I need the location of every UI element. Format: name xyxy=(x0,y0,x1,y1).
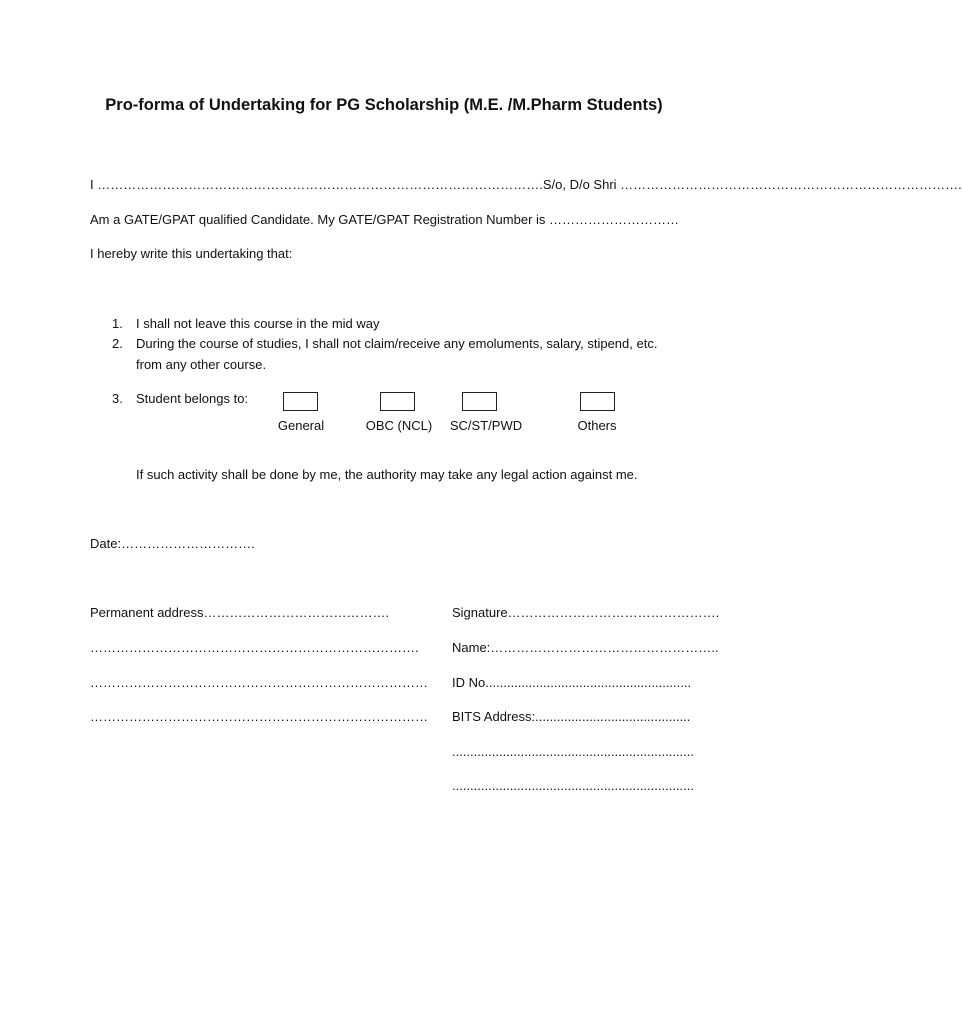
form-title: Pro-forma of Undertaking for PG Scholarship (M.E. /M.Pharm Students) xyxy=(105,96,663,114)
permanent-address-line-4: …………………………………………………………………… xyxy=(90,709,428,724)
sc-st-pwd-checkbox[interactable] xyxy=(462,392,497,411)
list-item-2-text-continued: from any other course. xyxy=(136,357,267,372)
list-item-2-text: During the course of studies, I shall not claim/receive any emoluments, salary, stipend, etc. xyxy=(136,336,658,351)
signature-field: Signature…………………………………………. xyxy=(452,605,720,620)
list-item-1-text: I shall not leave this course in the mid way xyxy=(136,316,380,331)
bits-address-line-3: ................................................................... xyxy=(452,778,694,793)
permanent-address-line-3: …………………………………………………………………… xyxy=(90,675,428,690)
general-label: General xyxy=(277,418,325,433)
list-item-2-number: 2. xyxy=(112,336,123,351)
obc-ncl-checkbox[interactable] xyxy=(380,392,415,411)
others-label: Others xyxy=(577,418,617,433)
gate-registration-line: Am a GATE/GPAT qualified Candidate. My GATE/GPAT Registration Number is ………………………… xyxy=(90,212,680,227)
sc-st-pwd-label: SC/ST/PWD xyxy=(449,418,523,433)
bits-address-line-2: ................................................................... xyxy=(452,744,694,759)
bits-address-field: BITS Address:........................................... xyxy=(452,709,691,724)
general-checkbox[interactable] xyxy=(283,392,318,411)
list-item-1-number: 1. xyxy=(112,316,123,331)
others-checkbox[interactable] xyxy=(580,392,615,411)
declaration-line: I ………………………………………………………………………………………….S/o, D/o Shri ……………………………………………………………………. xyxy=(90,177,962,192)
list-item-3-number: 3. xyxy=(112,391,123,406)
permanent-address-line-2: …………………………………………………………………. xyxy=(90,640,419,655)
list-item-3-text: Student belongs to: xyxy=(136,391,249,406)
permanent-address-line-1: Permanent address……………………………………. xyxy=(90,605,390,620)
obc-ncl-label: OBC (NCL) xyxy=(365,418,433,433)
name-field: Name:…………………………………………….. xyxy=(452,640,719,655)
date-field: Date:…………………………. xyxy=(90,536,255,551)
undertaking-intro: I hereby write this undertaking that: xyxy=(90,246,293,261)
consequence-statement: If such activity shall be done by me, the authority may take any legal action against me. xyxy=(136,467,638,482)
id-number-field: ID No......................................................... xyxy=(452,675,692,690)
